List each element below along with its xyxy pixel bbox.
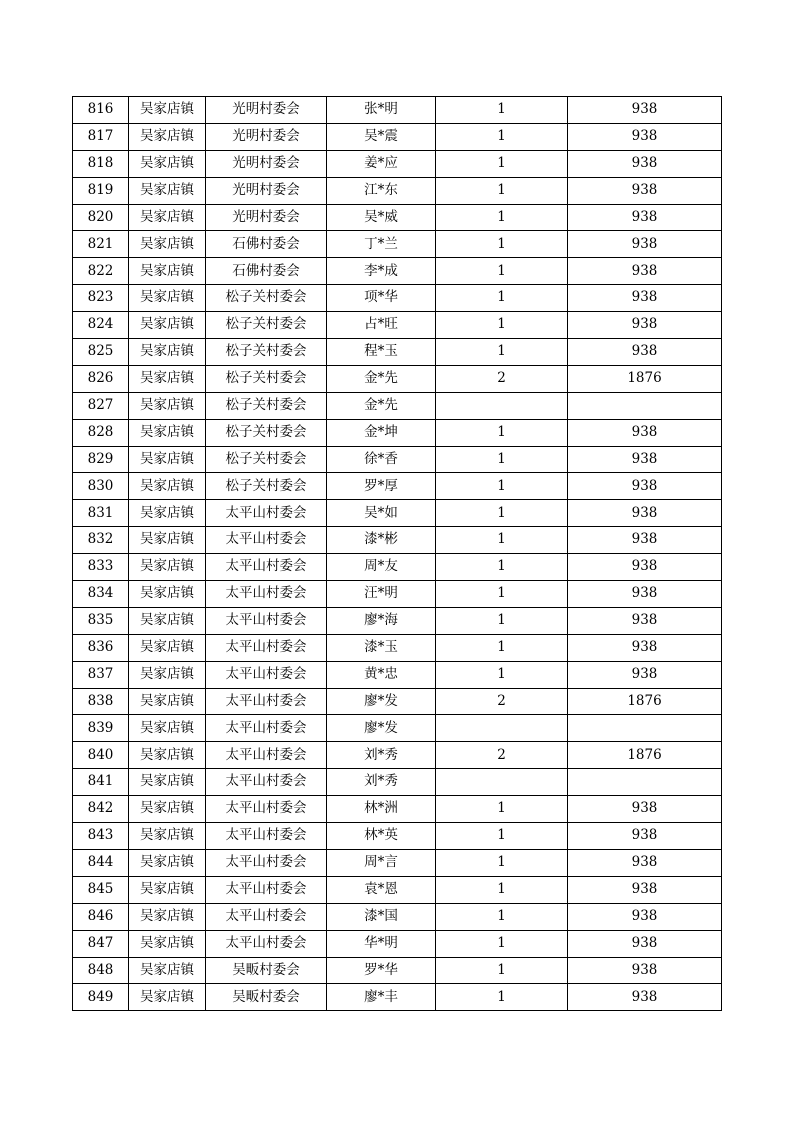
village-committee-cell: 松子关村委会 bbox=[206, 339, 327, 366]
row-number-cell: 820 bbox=[73, 204, 129, 231]
village-committee-cell: 太平山村委会 bbox=[206, 796, 327, 823]
row-number-cell: 823 bbox=[73, 285, 129, 312]
person-count-cell: 1 bbox=[436, 634, 568, 661]
amount-cell: 1876 bbox=[568, 742, 722, 769]
town-cell: 吴家店镇 bbox=[129, 661, 206, 688]
person-count-cell: 1 bbox=[436, 984, 568, 1011]
person-name-cell: 张*明 bbox=[327, 97, 436, 124]
person-name-cell: 罗*华 bbox=[327, 957, 436, 984]
amount-cell: 938 bbox=[568, 312, 722, 339]
amount-cell: 938 bbox=[568, 554, 722, 581]
person-name-cell: 金*坤 bbox=[327, 419, 436, 446]
person-count-cell: 1 bbox=[436, 661, 568, 688]
table-row bbox=[73, 930, 722, 957]
town-cell: 吴家店镇 bbox=[129, 419, 206, 446]
village-committee-cell: 石佛村委会 bbox=[206, 231, 327, 258]
village-committee-cell: 光明村委会 bbox=[206, 204, 327, 231]
town-cell: 吴家店镇 bbox=[129, 365, 206, 392]
roster-table-body bbox=[73, 97, 722, 1011]
person-count-cell: 1 bbox=[436, 849, 568, 876]
village-committee-cell: 太平山村委会 bbox=[206, 823, 327, 850]
village-committee-cell: 太平山村委会 bbox=[206, 930, 327, 957]
village-committee-cell: 松子关村委会 bbox=[206, 392, 327, 419]
village-committee-cell: 松子关村委会 bbox=[206, 365, 327, 392]
village-committee-cell: 太平山村委会 bbox=[206, 688, 327, 715]
row-number-cell: 824 bbox=[73, 312, 129, 339]
table-row bbox=[73, 607, 722, 634]
table-row bbox=[73, 661, 722, 688]
person-name-cell: 罗*厚 bbox=[327, 473, 436, 500]
village-committee-cell: 太平山村委会 bbox=[206, 607, 327, 634]
town-cell: 吴家店镇 bbox=[129, 903, 206, 930]
town-cell: 吴家店镇 bbox=[129, 769, 206, 796]
row-number-cell: 835 bbox=[73, 607, 129, 634]
person-count-cell: 1 bbox=[436, 177, 568, 204]
village-committee-cell: 太平山村委会 bbox=[206, 849, 327, 876]
town-cell: 吴家店镇 bbox=[129, 554, 206, 581]
amount-cell: 938 bbox=[568, 849, 722, 876]
town-cell: 吴家店镇 bbox=[129, 150, 206, 177]
person-name-cell: 金*先 bbox=[327, 392, 436, 419]
village-committee-cell: 石佛村委会 bbox=[206, 258, 327, 285]
town-cell: 吴家店镇 bbox=[129, 607, 206, 634]
table-row bbox=[73, 365, 722, 392]
person-count-cell bbox=[436, 769, 568, 796]
village-committee-cell: 松子关村委会 bbox=[206, 473, 327, 500]
person-name-cell: 李*成 bbox=[327, 258, 436, 285]
person-count-cell: 1 bbox=[436, 957, 568, 984]
village-committee-cell: 光明村委会 bbox=[206, 97, 327, 124]
amount-cell: 938 bbox=[568, 123, 722, 150]
person-count-cell: 1 bbox=[436, 876, 568, 903]
amount-cell: 938 bbox=[568, 957, 722, 984]
row-number-cell: 819 bbox=[73, 177, 129, 204]
person-name-cell: 江*东 bbox=[327, 177, 436, 204]
table-row bbox=[73, 849, 722, 876]
row-number-cell: 829 bbox=[73, 446, 129, 473]
person-name-cell: 漆*彬 bbox=[327, 527, 436, 554]
row-number-cell: 843 bbox=[73, 823, 129, 850]
table-row bbox=[73, 796, 722, 823]
amount-cell: 938 bbox=[568, 500, 722, 527]
village-committee-cell: 吴畈村委会 bbox=[206, 984, 327, 1011]
village-committee-cell: 光明村委会 bbox=[206, 177, 327, 204]
table-row bbox=[73, 123, 722, 150]
row-number-cell: 825 bbox=[73, 339, 129, 366]
table-row bbox=[73, 876, 722, 903]
village-committee-cell: 太平山村委会 bbox=[206, 715, 327, 742]
amount-cell bbox=[568, 715, 722, 742]
row-number-cell: 836 bbox=[73, 634, 129, 661]
village-committee-cell: 太平山村委会 bbox=[206, 500, 327, 527]
town-cell: 吴家店镇 bbox=[129, 930, 206, 957]
town-cell: 吴家店镇 bbox=[129, 957, 206, 984]
village-committee-cell: 太平山村委会 bbox=[206, 554, 327, 581]
amount-cell: 938 bbox=[568, 97, 722, 124]
person-name-cell: 汪*明 bbox=[327, 581, 436, 608]
table-row bbox=[73, 769, 722, 796]
row-number-cell: 845 bbox=[73, 876, 129, 903]
person-count-cell: 1 bbox=[436, 903, 568, 930]
table-row bbox=[73, 554, 722, 581]
person-name-cell: 袁*恩 bbox=[327, 876, 436, 903]
table-row bbox=[73, 177, 722, 204]
amount-cell: 938 bbox=[568, 285, 722, 312]
town-cell: 吴家店镇 bbox=[129, 849, 206, 876]
table-row bbox=[73, 742, 722, 769]
row-number-cell: 837 bbox=[73, 661, 129, 688]
town-cell: 吴家店镇 bbox=[129, 634, 206, 661]
town-cell: 吴家店镇 bbox=[129, 339, 206, 366]
table-row bbox=[73, 204, 722, 231]
person-count-cell: 1 bbox=[436, 150, 568, 177]
table-row bbox=[73, 446, 722, 473]
village-committee-cell: 太平山村委会 bbox=[206, 876, 327, 903]
town-cell: 吴家店镇 bbox=[129, 742, 206, 769]
amount-cell: 938 bbox=[568, 903, 722, 930]
town-cell: 吴家店镇 bbox=[129, 123, 206, 150]
amount-cell: 1876 bbox=[568, 365, 722, 392]
amount-cell: 938 bbox=[568, 231, 722, 258]
person-count-cell: 1 bbox=[436, 500, 568, 527]
village-committee-cell: 松子关村委会 bbox=[206, 312, 327, 339]
row-number-cell: 830 bbox=[73, 473, 129, 500]
row-number-cell: 841 bbox=[73, 769, 129, 796]
table-row bbox=[73, 500, 722, 527]
person-count-cell: 1 bbox=[436, 554, 568, 581]
amount-cell: 938 bbox=[568, 607, 722, 634]
town-cell: 吴家店镇 bbox=[129, 231, 206, 258]
town-cell: 吴家店镇 bbox=[129, 258, 206, 285]
person-name-cell: 周*友 bbox=[327, 554, 436, 581]
row-number-cell: 826 bbox=[73, 365, 129, 392]
table-row bbox=[73, 634, 722, 661]
person-name-cell: 程*玉 bbox=[327, 339, 436, 366]
row-number-cell: 839 bbox=[73, 715, 129, 742]
village-committee-cell: 松子关村委会 bbox=[206, 419, 327, 446]
town-cell: 吴家店镇 bbox=[129, 876, 206, 903]
person-name-cell: 刘*秀 bbox=[327, 769, 436, 796]
person-name-cell: 黄*忠 bbox=[327, 661, 436, 688]
village-committee-cell: 太平山村委会 bbox=[206, 581, 327, 608]
row-number-cell: 844 bbox=[73, 849, 129, 876]
row-number-cell: 831 bbox=[73, 500, 129, 527]
row-number-cell: 827 bbox=[73, 392, 129, 419]
amount-cell: 938 bbox=[568, 581, 722, 608]
table-row bbox=[73, 823, 722, 850]
person-name-cell: 丁*兰 bbox=[327, 231, 436, 258]
person-name-cell: 姜*应 bbox=[327, 150, 436, 177]
table-row bbox=[73, 231, 722, 258]
amount-cell: 1876 bbox=[568, 688, 722, 715]
person-name-cell: 廖*丰 bbox=[327, 984, 436, 1011]
amount-cell: 938 bbox=[568, 876, 722, 903]
person-count-cell: 1 bbox=[436, 258, 568, 285]
amount-cell bbox=[568, 392, 722, 419]
row-number-cell: 840 bbox=[73, 742, 129, 769]
person-name-cell: 漆*玉 bbox=[327, 634, 436, 661]
town-cell: 吴家店镇 bbox=[129, 688, 206, 715]
amount-cell: 938 bbox=[568, 796, 722, 823]
person-count-cell: 1 bbox=[436, 285, 568, 312]
village-committee-cell: 太平山村委会 bbox=[206, 527, 327, 554]
person-name-cell: 金*先 bbox=[327, 365, 436, 392]
amount-cell: 938 bbox=[568, 823, 722, 850]
row-number-cell: 847 bbox=[73, 930, 129, 957]
person-count-cell: 1 bbox=[436, 419, 568, 446]
person-count-cell: 1 bbox=[436, 312, 568, 339]
person-count-cell: 1 bbox=[436, 527, 568, 554]
table-row bbox=[73, 581, 722, 608]
row-number-cell: 828 bbox=[73, 419, 129, 446]
person-count-cell: 1 bbox=[436, 204, 568, 231]
person-count-cell: 1 bbox=[436, 473, 568, 500]
person-name-cell: 林*洲 bbox=[327, 796, 436, 823]
table-row bbox=[73, 150, 722, 177]
town-cell: 吴家店镇 bbox=[129, 392, 206, 419]
table-row bbox=[73, 473, 722, 500]
town-cell: 吴家店镇 bbox=[129, 715, 206, 742]
person-name-cell: 吴*如 bbox=[327, 500, 436, 527]
town-cell: 吴家店镇 bbox=[129, 97, 206, 124]
person-name-cell: 廖*发 bbox=[327, 688, 436, 715]
person-count-cell: 1 bbox=[436, 231, 568, 258]
person-count-cell: 1 bbox=[436, 339, 568, 366]
town-cell: 吴家店镇 bbox=[129, 204, 206, 231]
amount-cell: 938 bbox=[568, 150, 722, 177]
amount-cell: 938 bbox=[568, 339, 722, 366]
amount-cell: 938 bbox=[568, 661, 722, 688]
amount-cell: 938 bbox=[568, 204, 722, 231]
row-number-cell: 848 bbox=[73, 957, 129, 984]
person-name-cell: 徐*香 bbox=[327, 446, 436, 473]
table-row bbox=[73, 957, 722, 984]
village-committee-cell: 松子关村委会 bbox=[206, 285, 327, 312]
row-number-cell: 832 bbox=[73, 527, 129, 554]
town-cell: 吴家店镇 bbox=[129, 796, 206, 823]
person-count-cell: 2 bbox=[436, 742, 568, 769]
roster-table bbox=[72, 96, 722, 1011]
table-row bbox=[73, 903, 722, 930]
table-row bbox=[73, 688, 722, 715]
person-name-cell: 吴*震 bbox=[327, 123, 436, 150]
village-committee-cell: 太平山村委会 bbox=[206, 634, 327, 661]
amount-cell: 938 bbox=[568, 419, 722, 446]
town-cell: 吴家店镇 bbox=[129, 473, 206, 500]
person-count-cell: 1 bbox=[436, 97, 568, 124]
row-number-cell: 846 bbox=[73, 903, 129, 930]
village-committee-cell: 光明村委会 bbox=[206, 123, 327, 150]
row-number-cell: 821 bbox=[73, 231, 129, 258]
town-cell: 吴家店镇 bbox=[129, 177, 206, 204]
amount-cell: 938 bbox=[568, 177, 722, 204]
person-count-cell: 1 bbox=[436, 581, 568, 608]
table-row bbox=[73, 715, 722, 742]
town-cell: 吴家店镇 bbox=[129, 823, 206, 850]
table-row bbox=[73, 419, 722, 446]
village-committee-cell: 松子关村委会 bbox=[206, 446, 327, 473]
person-count-cell: 1 bbox=[436, 930, 568, 957]
amount-cell: 938 bbox=[568, 527, 722, 554]
person-name-cell: 廖*发 bbox=[327, 715, 436, 742]
person-name-cell: 刘*秀 bbox=[327, 742, 436, 769]
row-number-cell: 842 bbox=[73, 796, 129, 823]
person-name-cell: 华*明 bbox=[327, 930, 436, 957]
person-count-cell: 1 bbox=[436, 123, 568, 150]
row-number-cell: 833 bbox=[73, 554, 129, 581]
table-row bbox=[73, 392, 722, 419]
person-name-cell: 吴*威 bbox=[327, 204, 436, 231]
person-name-cell: 周*言 bbox=[327, 849, 436, 876]
table-row bbox=[73, 984, 722, 1011]
town-cell: 吴家店镇 bbox=[129, 312, 206, 339]
person-count-cell: 1 bbox=[436, 607, 568, 634]
town-cell: 吴家店镇 bbox=[129, 581, 206, 608]
town-cell: 吴家店镇 bbox=[129, 527, 206, 554]
row-number-cell: 838 bbox=[73, 688, 129, 715]
person-count-cell: 1 bbox=[436, 446, 568, 473]
row-number-cell: 818 bbox=[73, 150, 129, 177]
person-name-cell: 林*英 bbox=[327, 823, 436, 850]
village-committee-cell: 太平山村委会 bbox=[206, 903, 327, 930]
table-row bbox=[73, 312, 722, 339]
table-row bbox=[73, 258, 722, 285]
table-row bbox=[73, 339, 722, 366]
amount-cell: 938 bbox=[568, 258, 722, 285]
person-name-cell: 占*旺 bbox=[327, 312, 436, 339]
village-committee-cell: 太平山村委会 bbox=[206, 769, 327, 796]
village-committee-cell: 光明村委会 bbox=[206, 150, 327, 177]
amount-cell: 938 bbox=[568, 930, 722, 957]
row-number-cell: 834 bbox=[73, 581, 129, 608]
amount-cell: 938 bbox=[568, 446, 722, 473]
person-name-cell: 漆*国 bbox=[327, 903, 436, 930]
person-count-cell bbox=[436, 715, 568, 742]
person-count-cell bbox=[436, 392, 568, 419]
table-row bbox=[73, 97, 722, 124]
amount-cell: 938 bbox=[568, 634, 722, 661]
village-committee-cell: 太平山村委会 bbox=[206, 661, 327, 688]
table-row bbox=[73, 527, 722, 554]
row-number-cell: 822 bbox=[73, 258, 129, 285]
person-count-cell: 1 bbox=[436, 796, 568, 823]
amount-cell: 938 bbox=[568, 473, 722, 500]
person-name-cell: 项*华 bbox=[327, 285, 436, 312]
row-number-cell: 849 bbox=[73, 984, 129, 1011]
row-number-cell: 817 bbox=[73, 123, 129, 150]
town-cell: 吴家店镇 bbox=[129, 500, 206, 527]
town-cell: 吴家店镇 bbox=[129, 446, 206, 473]
table-row bbox=[73, 285, 722, 312]
person-name-cell: 廖*海 bbox=[327, 607, 436, 634]
person-count-cell: 1 bbox=[436, 823, 568, 850]
town-cell: 吴家店镇 bbox=[129, 285, 206, 312]
amount-cell: 938 bbox=[568, 984, 722, 1011]
village-committee-cell: 太平山村委会 bbox=[206, 742, 327, 769]
person-count-cell: 2 bbox=[436, 365, 568, 392]
person-count-cell: 2 bbox=[436, 688, 568, 715]
row-number-cell: 816 bbox=[73, 97, 129, 124]
amount-cell bbox=[568, 769, 722, 796]
town-cell: 吴家店镇 bbox=[129, 984, 206, 1011]
village-committee-cell: 吴畈村委会 bbox=[206, 957, 327, 984]
